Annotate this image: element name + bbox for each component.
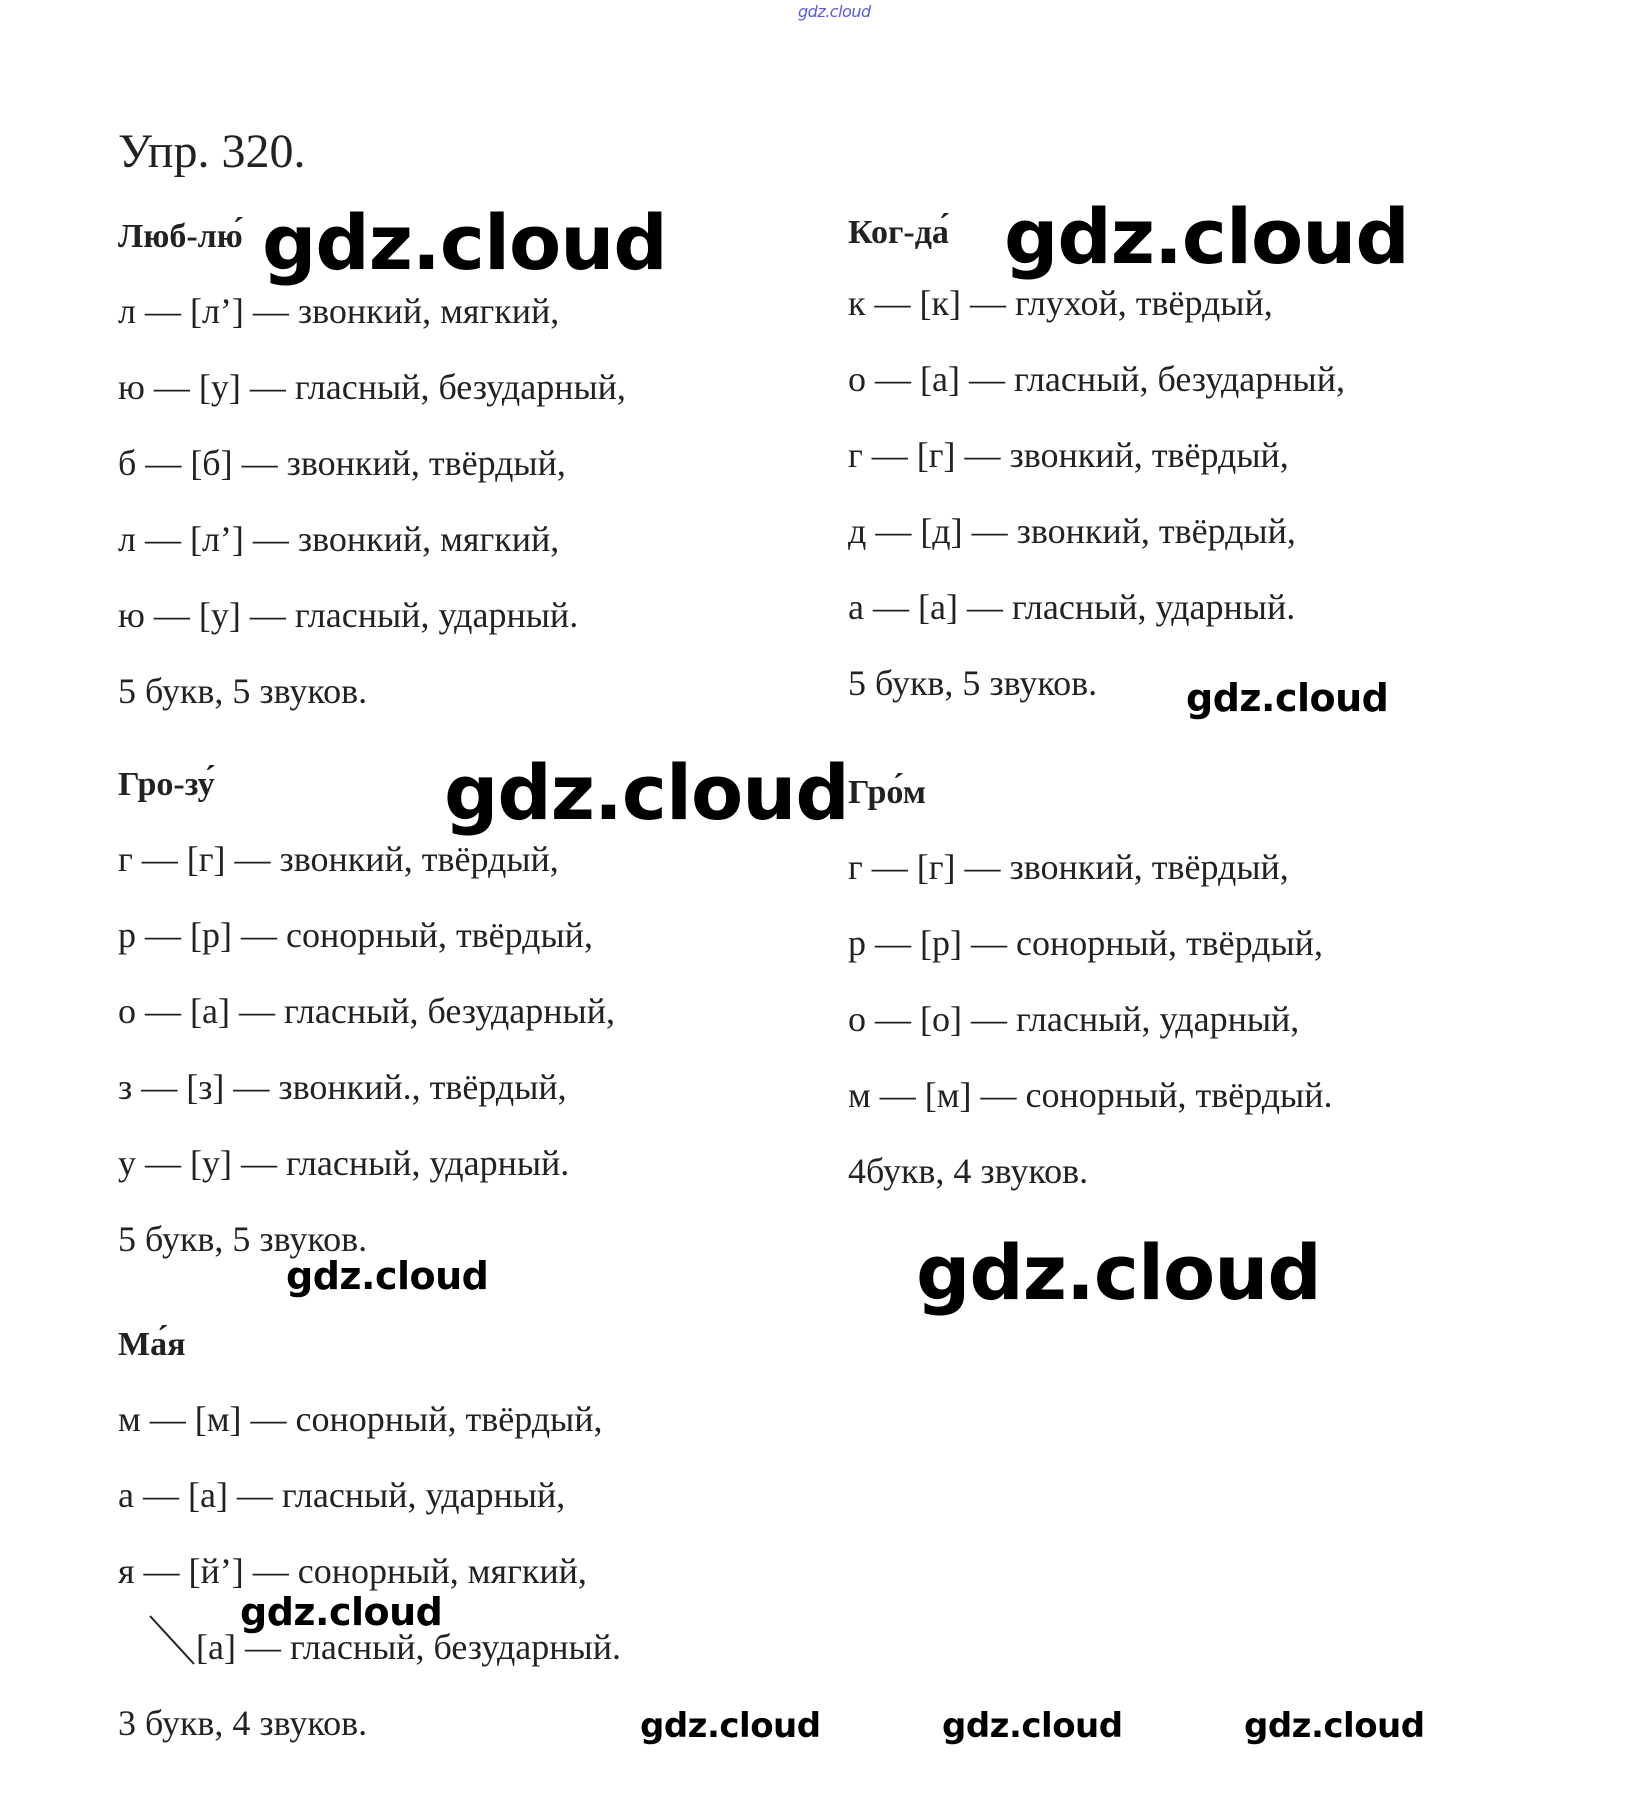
- word-summary: 5 букв, 5 звуков.: [118, 1219, 368, 1259]
- sound-line: а — [а] — гласный, ударный,: [118, 1475, 566, 1515]
- sound-line: д — [д] — звонкий, твёрдый,: [848, 511, 1296, 551]
- sound-line: к — [к] — глухой, твёрдый,: [848, 283, 1273, 323]
- watermark: gdz.cloud: [444, 748, 849, 837]
- sound-line: [а] — гласный, безударный.: [196, 1627, 622, 1667]
- sound-line: я — [й’] — сонорный, мягкий,: [118, 1551, 587, 1591]
- word-summary: 4букв, 4 звуков.: [848, 1151, 1089, 1191]
- sound-line: у — [у] — гласный, ударный.: [118, 1143, 570, 1183]
- sound-line: м — [м] — сонорный, твёрдый,: [118, 1399, 603, 1439]
- sound-line: л — [л’] — звонкий, мягкий,: [118, 519, 560, 559]
- sound-line: ю — [у] — гласный, безударный,: [118, 367, 626, 407]
- watermark: gdz.cloud: [640, 1706, 821, 1746]
- word-heading: Гро́м: [848, 774, 926, 811]
- watermark: gdz.cloud: [240, 1590, 443, 1634]
- sound-line: л — [л’] — звонкий, мягкий,: [118, 291, 560, 331]
- watermark: gdz.cloud: [916, 1228, 1321, 1317]
- watermark: gdz.cloud: [1004, 192, 1409, 281]
- sound-line: о — [а] — гласный, безударный,: [118, 991, 616, 1031]
- sound-line: а — [а] — гласный, ударный.: [848, 587, 1296, 627]
- sound-line: з — [з] — звонкий., твёрдый,: [118, 1067, 567, 1107]
- watermark: gdz.cloud: [942, 1706, 1123, 1746]
- sound-line: р — [р] — сонорный, твёрдый,: [848, 923, 1323, 963]
- watermark: gdz.cloud: [1244, 1706, 1425, 1746]
- word-heading: Люб-лю́: [118, 218, 243, 255]
- watermark: gdz.cloud: [286, 1254, 489, 1298]
- word-summary: 3 букв, 4 звуков.: [118, 1703, 368, 1743]
- watermark: gdz.cloud: [262, 198, 667, 287]
- word-summary: 5 букв, 5 звуков.: [118, 671, 368, 711]
- sound-line: о — [а] — гласный, безударный,: [848, 359, 1346, 399]
- sound-line: г — [г] — звонкий, твёрдый,: [848, 847, 1289, 887]
- sound-line: ю — [у] — гласный, ударный.: [118, 595, 579, 635]
- watermark: gdz.cloud: [1186, 676, 1389, 720]
- word-heading: Гро-зу́: [118, 766, 215, 803]
- sound-line: г — [г] — звонкий, твёрдый,: [118, 839, 559, 879]
- sound-line: м — [м] — сонорный, твёрдый.: [848, 1075, 1333, 1115]
- sound-line: б — [б] — звонкий, твёрдый,: [118, 443, 566, 483]
- sound-line: о — [о] — гласный, ударный,: [848, 999, 1300, 1039]
- word-heading: Ма́я: [118, 1326, 186, 1363]
- word-heading: Ког-да́: [848, 214, 949, 251]
- word-summary: 5 букв, 5 звуков.: [848, 663, 1098, 703]
- sound-line: р — [р] — сонорный, твёрдый,: [118, 915, 593, 955]
- top-watermark: gdz.cloud: [798, 2, 871, 21]
- sound-line: г — [г] — звонкий, твёрдый,: [848, 435, 1289, 475]
- exercise-title: Упр. 320.: [118, 125, 306, 178]
